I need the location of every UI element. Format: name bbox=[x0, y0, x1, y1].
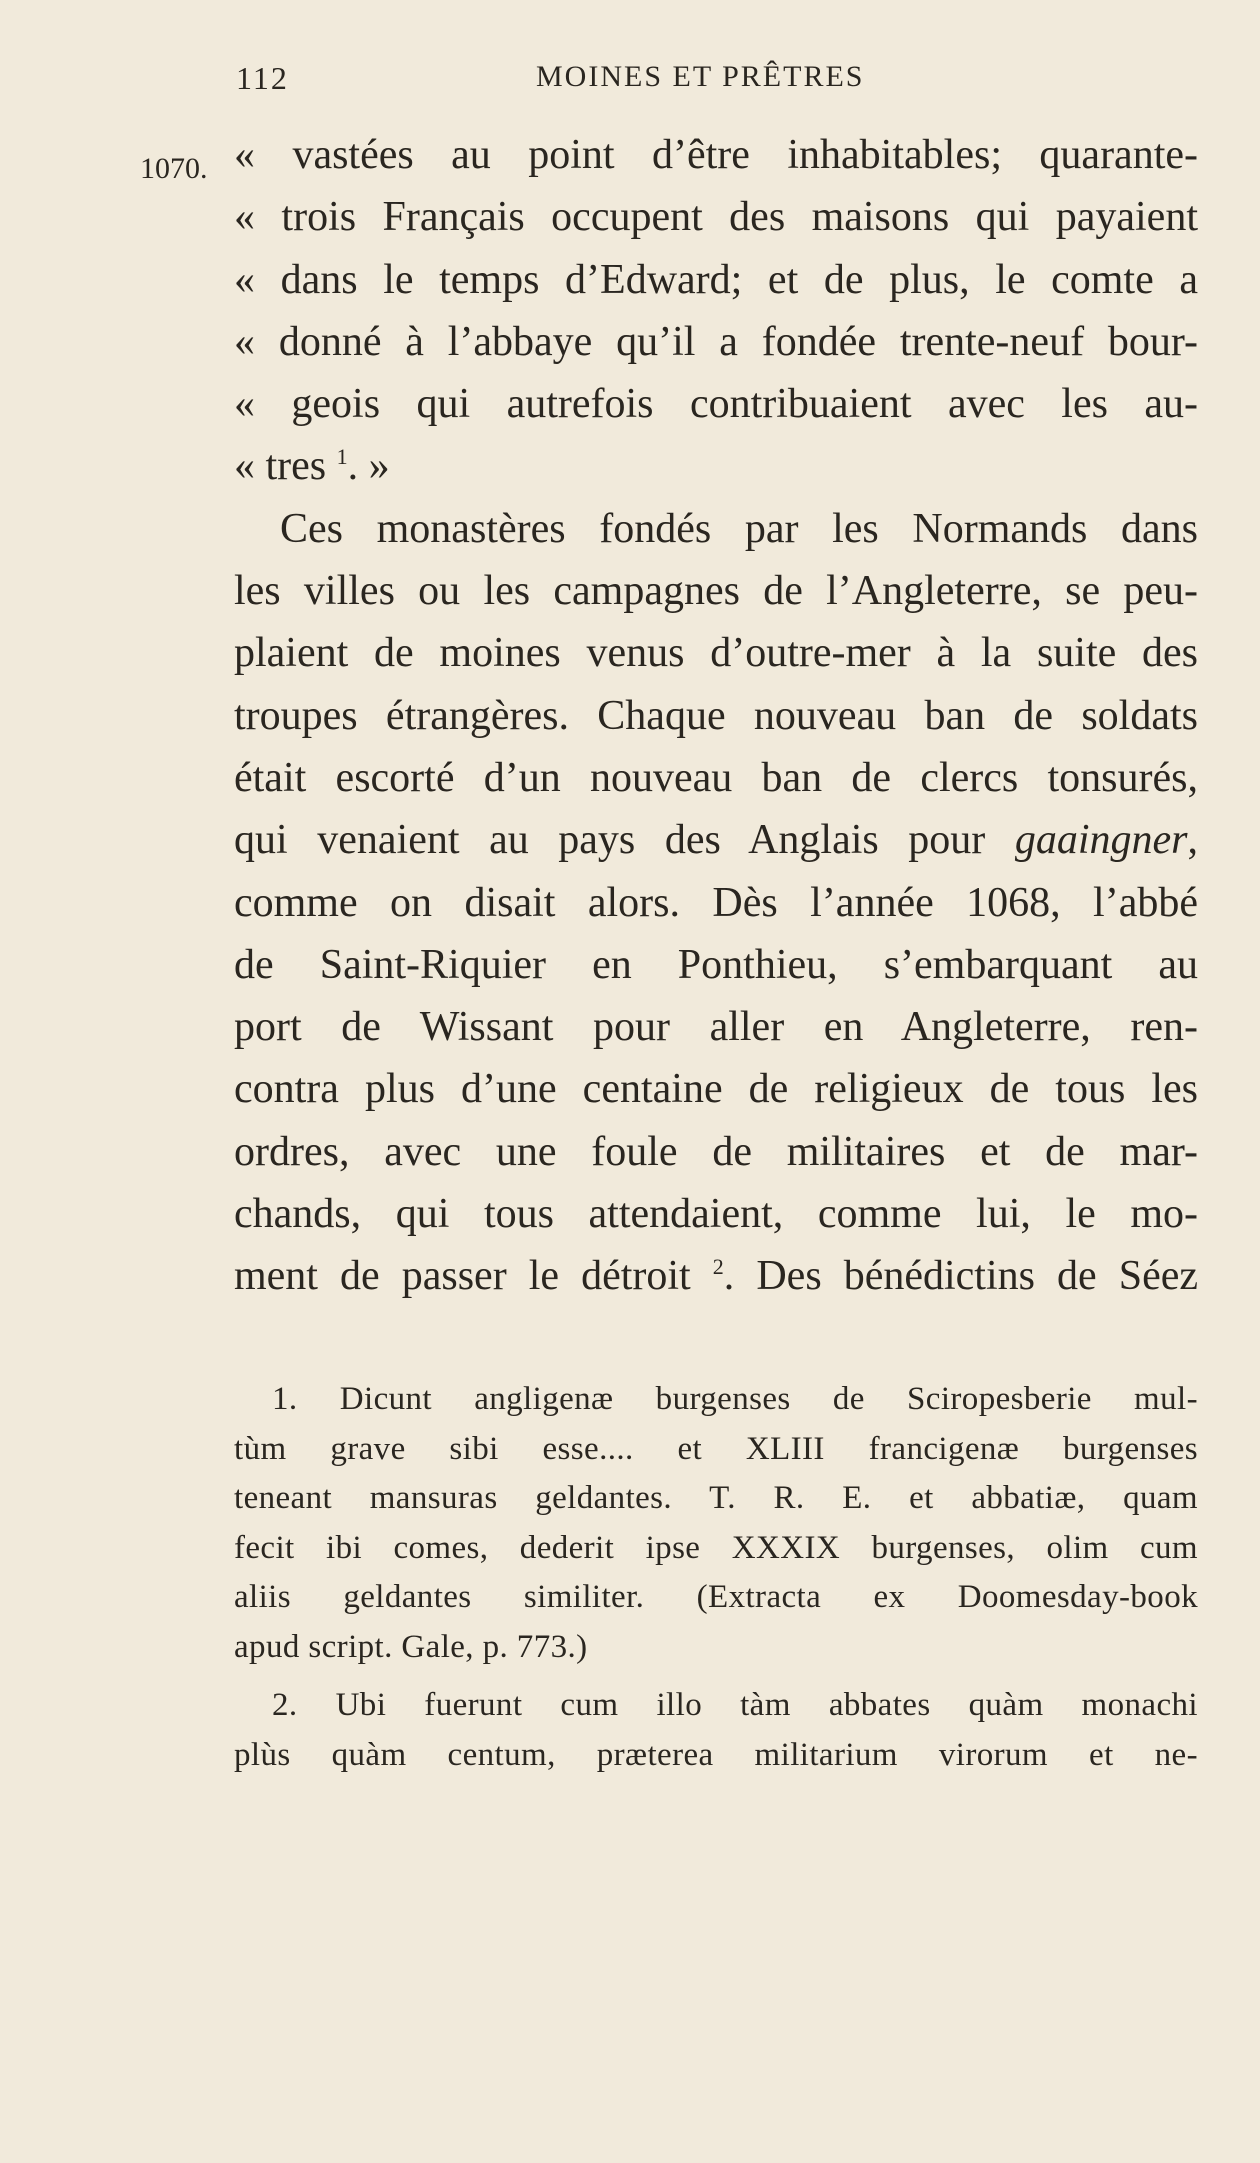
footnote-line: apud script. Gale, p. 773.) bbox=[234, 1628, 588, 1665]
text-line: port de Wissant pour aller en Angleterre, ren- bbox=[234, 1004, 1198, 1051]
margin-year: 1070. bbox=[140, 152, 208, 185]
text-line: chands, qui tous attendaient, comme lui, le mo- bbox=[234, 1191, 1198, 1238]
text-fragment: « tres bbox=[234, 443, 327, 490]
text-line: les villes ou les campagnes de l’Angleterre, se peu- bbox=[234, 568, 1198, 615]
text-line: plaient de moines venus d’outre-mer à la suite des bbox=[234, 630, 1198, 677]
paragraph-start: Ces monastères fondés par les Normands dans bbox=[280, 505, 1198, 552]
text-fragment: , bbox=[1187, 817, 1199, 864]
text-line: « dans le temps d’Edward; et de plus, le comte a bbox=[234, 256, 1198, 303]
text-line: contra plus d’une centaine de religieux de tous les bbox=[234, 1066, 1198, 1113]
footnote-line: plùs quàm centum, præterea militarium virorum et ne- bbox=[234, 1736, 1198, 1773]
text-line bbox=[234, 809, 1198, 871]
footnote-line: teneant mansuras geldantes. T. R. E. et abbatiæ, quam bbox=[234, 1480, 1198, 1516]
text-line bbox=[234, 1245, 1198, 1307]
text-line: « trois Français occupent des maisons qui payaient bbox=[234, 194, 1198, 241]
footnotes bbox=[234, 1375, 1198, 1780]
text-fragment: . » bbox=[347, 443, 390, 490]
text-line: de Saint-Riquier en Ponthieu, s’embarquant au bbox=[234, 941, 1198, 988]
text-line: comme on disait alors. Dès l’année 1068, l’abbé bbox=[234, 879, 1198, 926]
text-fragment: ment de passer le détroit bbox=[234, 1253, 691, 1300]
running-title: MOINES ET PRÊTRES bbox=[536, 60, 865, 93]
page-header bbox=[236, 60, 1116, 97]
main-text bbox=[234, 124, 1198, 1308]
footnote-line: fecit ibi comes, dederit ipse XXXIX burgenses, olim cum bbox=[234, 1529, 1198, 1566]
footnote-line: tùm grave sibi esse.... et XLIII francigenæ burgenses bbox=[234, 1430, 1198, 1467]
footnote-ref: 1 bbox=[336, 444, 348, 470]
text-line: « geois qui autrefois contribuaient avec les au- bbox=[234, 381, 1198, 428]
text-line: « vastées au point d’être inhabitables; quarante- bbox=[234, 132, 1198, 178]
text-line: « donné à l’abbaye qu’il a fondée trente-neuf bour- bbox=[234, 318, 1198, 365]
footnote-line: aliis geldantes similiter. (Extracta ex Doomesday-book bbox=[234, 1579, 1198, 1615]
text-line: ordres, avec une foule de militaires et de mar- bbox=[234, 1128, 1198, 1175]
footnote-line: 2. Ubi fuerunt cum illo tàm abbates quàm monachi bbox=[272, 1687, 1198, 1723]
footnote-line: 1. Dicunt angligenæ burgenses de Sciropesberie mul- bbox=[272, 1381, 1198, 1417]
text-fragment: . Des bénédictins de Séez bbox=[723, 1253, 1199, 1300]
page-number: 112 bbox=[236, 60, 289, 96]
italic-word: gaaingner bbox=[1014, 817, 1188, 864]
italic-word-group bbox=[1015, 817, 1198, 863]
text-line bbox=[234, 435, 1198, 497]
text-fragment: qui venaient au pays des Anglais pour bbox=[234, 817, 986, 864]
text-fragment bbox=[234, 1253, 1198, 1299]
footnote-ref: 2 bbox=[712, 1254, 724, 1280]
text-line: était escorté d’un nouveau ban de clercs tonsurés, bbox=[234, 754, 1198, 801]
text-line: troupes étrangères. Chaque nouveau ban de soldats bbox=[234, 692, 1198, 739]
